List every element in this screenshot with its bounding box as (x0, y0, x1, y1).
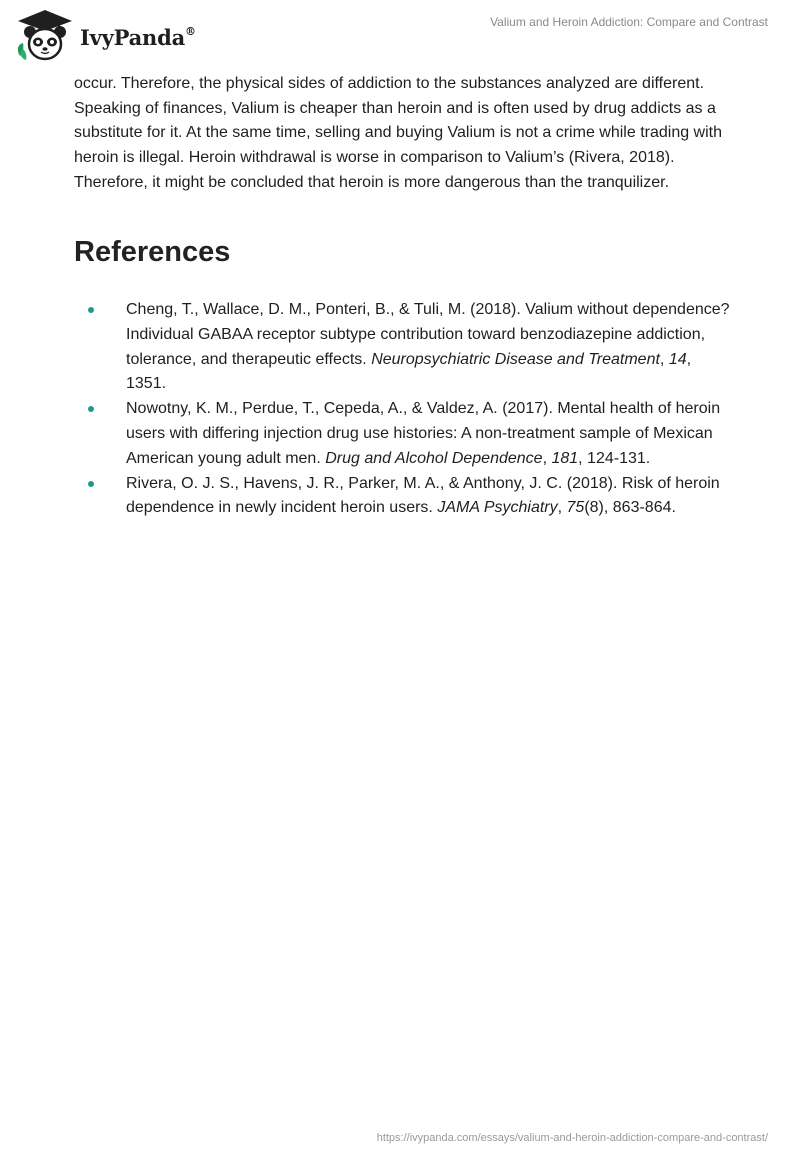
brand-name: IvyPanda® (80, 24, 196, 50)
reference-journal: Drug and Alcohol Dependence (325, 449, 543, 467)
source-url-link[interactable]: https://ivypanda.com/essays/valium-and-heroin-addiction-compare-and-contrast/ (376, 1132, 768, 1144)
reference-item (74, 298, 730, 397)
reference-journal: JAMA Psychiatry (437, 499, 558, 517)
ivypanda-logo[interactable] (14, 8, 196, 64)
document-title: Valium and Heroin Addiction: Compare and Contrast (490, 15, 768, 29)
reference-volume: 14 (668, 350, 687, 368)
reference-separator: , (557, 499, 567, 517)
references-list (74, 298, 730, 521)
bullet-dot-icon (88, 481, 94, 487)
reference-separator: , (659, 350, 669, 368)
reference-pages: , 124-131. (578, 449, 651, 467)
reference-text: Rivera, O. J. S., Havens, J. R., Parker, M. A., & Anthony, J. C. (2018). Risk of heroin dependence in newly incident heroin users. (126, 474, 720, 517)
page-header (0, 0, 800, 70)
references-heading: References (74, 236, 231, 268)
reference-volume: 181 (551, 449, 579, 467)
bullet-dot-icon (88, 406, 94, 412)
reference-item (74, 472, 730, 522)
body-paragraph: occur. Therefore, the physical sides of addiction to the substances analyzed are different. Speaking of finances, Valium is cheaper than heroin and is often used by drug addicts as a substitute for it. At the same time, selling and buying Valium is not a crime while trading with heroin is illegal. Heroin withdrawal is worse in comparison to Valium’s (Rivera, 2018). Therefore, it might be concluded that heroin is more dangerous than the tranquilizer. (74, 75, 723, 191)
reference-pages: , 1351. (126, 350, 692, 393)
reference-journal: Neuropsychiatric Disease and Treatment (371, 350, 660, 368)
bullet-dot-icon (88, 307, 94, 313)
reference-volume: 75 (566, 499, 585, 517)
panda-graduation-cap-icon (14, 8, 76, 64)
registered-mark: ® (185, 24, 196, 38)
reference-text: Nowotny, K. M., Perdue, T., Cepeda, A., & Valdez, A. (2017). Mental health of heroin users with differing injection drug use histories: A non-treatment sample of Mexican American young adult men. (126, 400, 721, 467)
reference-text: Cheng, T., Wallace, D. M., Ponteri, B., & Tuli, M. (2018). Valium without dependence? Individual GABAA receptor subtype contribution toward benzodiazepine addiction, tolerance, and therapeutic effects. (126, 301, 730, 368)
reference-pages: (8), 863-864. (584, 499, 676, 517)
reference-separator: , (542, 449, 552, 467)
reference-item (74, 397, 730, 471)
